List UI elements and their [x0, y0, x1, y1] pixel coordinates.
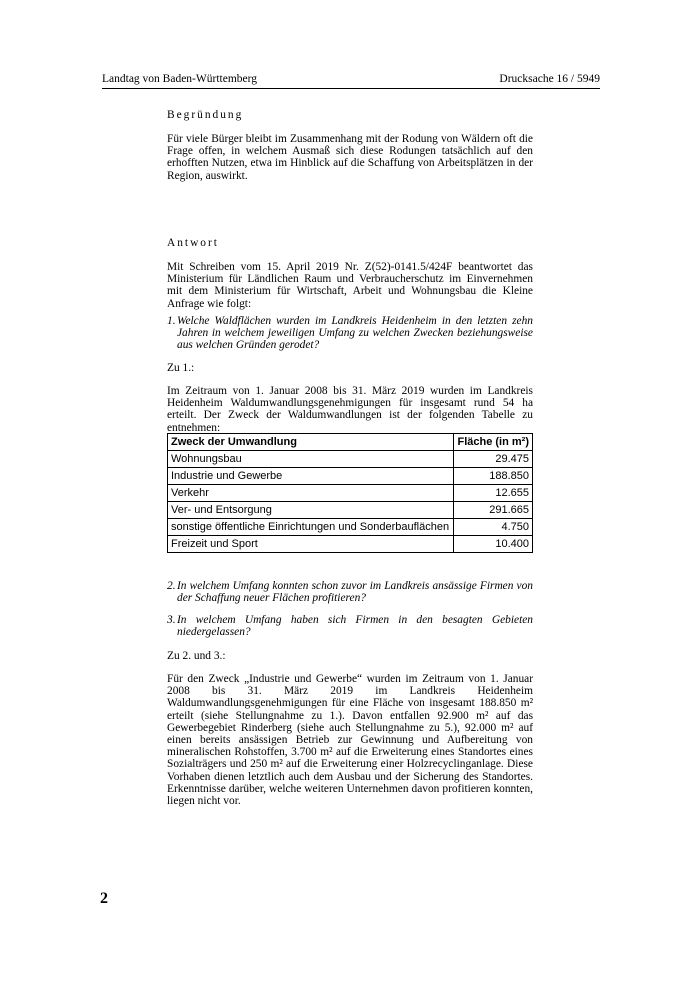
table-header-area: Fläche (in m²) [454, 434, 533, 451]
question-1-text: Welche Waldflächen wurden im Landkreis Heidenheim in den letzten zehn Jahren in welchem jeweiligen Umfang zu welchen Zwecken beziehungsweise aus welchen Gründen gerodet? [177, 315, 533, 352]
antwort-intro: Mit Schreiben vom 15. April 2019 Nr. Z(52)-0141.5/424F beantwortet das Ministerium für Ländlichen Raum und Verbraucherschutz im Einvernehmen mit dem Ministerium für Wirtschaft, Arbeit und Wohnungsbau die Kleine Anfrage wie folgt: [167, 261, 533, 310]
question-1-number: 1. [167, 315, 176, 327]
page-number: 2 [100, 890, 108, 907]
header-parliament: Landtag von Baden-Württemberg [102, 73, 257, 85]
question-3-number: 3. [167, 614, 176, 626]
table-header-row [168, 434, 533, 451]
table-cell-purpose: Verkehr [168, 485, 454, 502]
table-cell-purpose: Industrie und Gewerbe [168, 468, 454, 485]
table-cell-area: 12.655 [454, 485, 533, 502]
table-row [168, 502, 533, 519]
table-cell-area: 291.665 [454, 502, 533, 519]
table-cell-area: 10.400 [454, 536, 533, 553]
table-cell-purpose: Freizeit und Sport [168, 536, 454, 553]
question-2 [167, 580, 533, 604]
zu1-label: Zu 1.: [167, 362, 195, 374]
question-3-text: In welchem Umfang haben sich Firmen in den besagten Gebieten niedergelassen? [177, 614, 533, 639]
table-cell-area: 29.475 [454, 451, 533, 468]
table-header-purpose: Zweck der Umwandlung [168, 434, 454, 451]
table-row [168, 451, 533, 468]
header-divider [102, 88, 600, 89]
question-1 [167, 315, 533, 352]
table-cell-purpose: sonstige öffentliche Einrichtungen und Sonderbauflächen [168, 519, 454, 536]
begruendung-heading: Begründung [167, 109, 244, 121]
table-cell-area: 4.750 [454, 519, 533, 536]
conversion-table [167, 433, 533, 553]
table-cell-area: 188.850 [454, 468, 533, 485]
question-2-text: In welchem Umfang konnten schon zuvor im Landkreis ansässige Firmen von der Schaffung neuer Flächen profitieren? [177, 580, 533, 605]
zu23-text: Für den Zweck „Industrie und Gewerbe“ wurden im Zeitraum von 1. Januar 2008 bis 31. März 2019 im Landkreis Heidenheim Waldumwandlungsgenehmigungen für eine Fläche von insgesamt 188.850 m² erteilt (siehe Stellungnahme zu 1.). Davon entfallen 92.900 m² auf das Gewerbegebiet Rinderberg (siehe auch Stellungnahme zu 5.), 92.000 m² auf einen bereits ansässigen Betrieb zur Gewinnung und Aufbereitung von mineralischen Rohstoffen, 3.700 m² auf die Erweiterung eines Standortes eines Sozialträgers und 250 m² auf die Erweiterung einer Holzrecyclinganlage. Diese Vorhaben dienen letztlich auch dem Ausbau und der Sicherung des Standortes. Erkenntnisse darüber, welche weiteren Unternehmen davon profitieren konnten, liegen nicht vor. [167, 673, 533, 808]
table-row [168, 519, 533, 536]
table-row [168, 536, 533, 553]
page-header [102, 72, 600, 86]
table-cell-purpose: Wohnungsbau [168, 451, 454, 468]
begruendung-text: Für viele Bürger bleibt im Zusammenhang mit der Rodung von Wäldern oft die Frage offen, in welchem Ausmaß sich diese Rodungen tatsächlich auf den erhofften Nutzen, etwa im Hinblick auf die Schaffung von Arbeitsplätzen in der Region, auswirkt. [167, 133, 533, 182]
question-3 [167, 614, 533, 638]
zu1-text: Im Zeitraum von 1. Januar 2008 bis 31. März 2019 wurden im Landkreis Heidenheim Waldumwandlungsgenehmigungen für insgesamt rund 54 ha erteilt. Der Zweck der Waldumwandlungen ist der folgenden Tabelle zu entnehmen: [167, 385, 533, 434]
table-row [168, 485, 533, 502]
zu23-label: Zu 2. und 3.: [167, 650, 226, 662]
table-cell-purpose: Ver- und Entsorgung [168, 502, 454, 519]
table-row [168, 468, 533, 485]
question-2-number: 2. [167, 580, 176, 592]
antwort-heading: Antwort [167, 237, 219, 249]
header-document-number: Drucksache 16 / 5949 [499, 73, 600, 85]
